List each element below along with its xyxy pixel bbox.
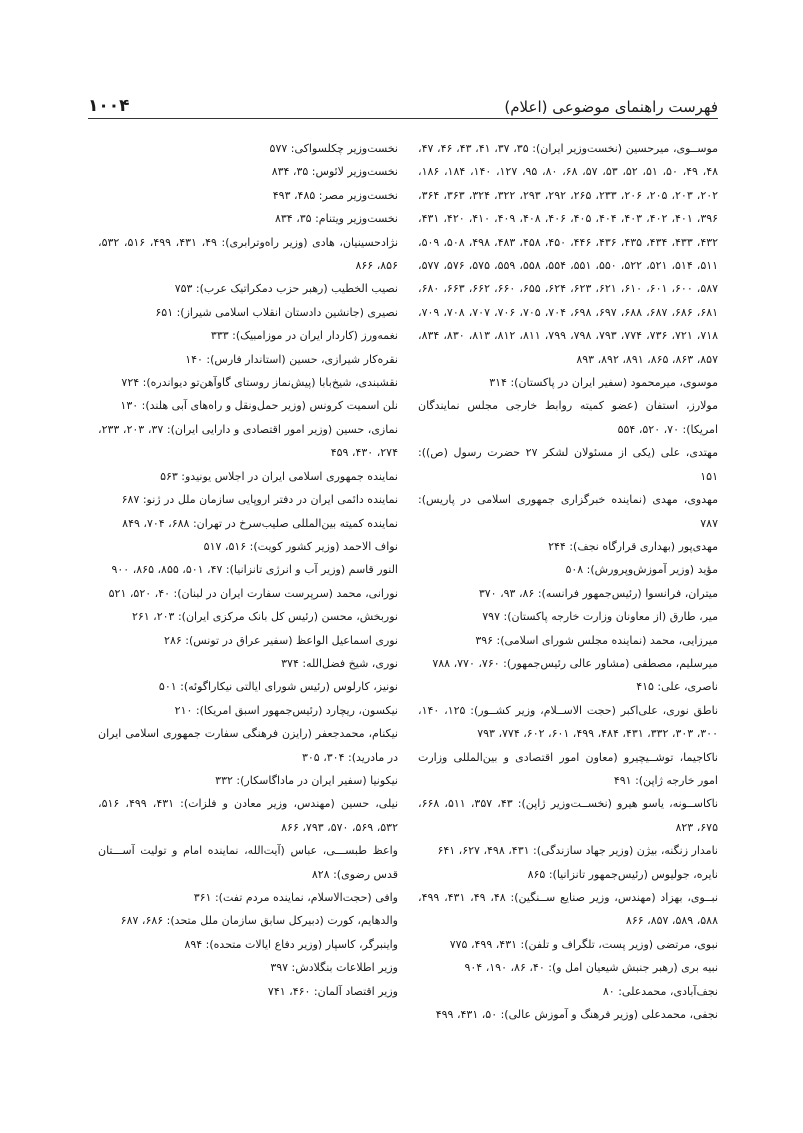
page-header [88, 86, 718, 116]
index-entry: نخست‌وزیر مصر: ۴۸۵، ۴۹۳ [272, 188, 398, 202]
index-entry: وزیر اطلاعات بنگلادش: ۳۹۷ [270, 961, 398, 975]
index-entry: نیکسون، ریچارد (رئیس‌جمهور اسبق امریکا): ۲۱۰ [174, 703, 398, 717]
index-column-left [98, 137, 398, 1003]
index-entry: نژادحسینیان، هادی (وزیر راه‌وترابری): ۴۹، ۴۳۱، ۴۹۹، ۵۱۶، ۵۳۲، ۸۵۶، ۸۶۶ [98, 235, 399, 273]
index-entry: نصیری (جانشین دادستان انقلاب اسلامی شیراز): ۶۵۱ [155, 305, 398, 319]
index-entry: واینبرگر، کاسپار (وزیر دفاع ایالات متحده): ۸۹۴ [184, 937, 398, 951]
index-entry: نیکونیا (سفیر ایران در ماداگاسکار): ۳۳۲ [215, 773, 398, 787]
index-entry: نیکنام، محمدجعفر (رایزن فرهنگی سفارت جمهوری اسلامی ایران در مادرید): ۳۰۴، ۳۰۵ [98, 727, 398, 764]
index-entry: موسوی، میرمحمود (سفیر ایران در پاکستان): ۳۱۴ [489, 376, 718, 390]
index-entry: میر، طارق (از معاونان وزارت خارجه پاکستان): ۷۹۷ [482, 610, 718, 624]
page-number: ۱۰۰۴ [88, 96, 130, 116]
index-entry: موســوی، میرحسین (نخست‌وزیر ایران): ۳۵، ۳۷، ۴۱، ۴۳، ۴۶، ۴۷، ۴۸، ۴۹، ۵۰، ۵۱، ۵۲، ۵۳، ۵۷، ۶۸، ۸۰، ۹۵، ۱۲۷، ۱۴۰، ۱۸۴، ۱۸۶، ۲۰۲، ۲۰۳، ۲۰۵، ۲۰۶، ۲۳۳، ۲۶۵، ۲۹۲، ۲۹۳، ۳۲۲، ۳۲۴، ۳۶۳، ۳۶۴، ۳۹۶، ۴۰۱، ۴۰۲، ۴۰۳، ۴۰۴، ۴۰۵، ۴۰۶، ۴۰۸، ۴۰۹، ۴۱۰، ۴۲۰، ۴۳۱، ۴۳۲، ۴۳۳، ۴۳۴، ۴۳۵، ۴۳۶، ۴۴۶، ۴۵۰، ۴۵۸، ۴۸۳، ۴۹۸، ۵۰۸، ۵۰۹، ۵۱۱، ۵۱۴، ۵۲۱، ۵۲۲، ۵۵۰، ۵۵۱، ۵۵۴، ۵۵۸، ۵۵۹، ۵۷۵، ۵۷۶، ۵۷۷، ۵۸۷، ۶۰۰، ۶۰۱، ۶۱۰، ۶۲۱، ۶۲۳، ۶۲۴، ۶۵۵، ۶۶۰، ۶۶۲، ۶۶۳، ۶۸۰، ۶۸۱، ۶۸۶، ۶۸۷، ۶۸۸، ۶۹۷، ۶۹۸، ۷۰۴، ۷۰۵، ۷۰۶، ۷۰۷، ۷۰۸، ۷۰۹، ۷۱۸، ۷۲۱، ۷۳۶، ۷۷۴، ۷۹۳، ۷۹۸، ۷۹۹، ۸۱۱، ۸۱۲، ۸۱۳، ۸۳۰، ۸۳۴، ۸۵۷، ۸۶۳، ۸۶۵، ۸۹۱، ۸۹۲، ۸۹۳ [418, 142, 719, 366]
index-entry: نلن اسمیت کرونس (وزیر حمل‌ونقل و راه‌های آبی هلند): ۱۳۰ [120, 399, 398, 413]
index-entry: نغمه‌ورز (کاردار ایران در موزامبیک): ۳۳۳ [210, 329, 398, 343]
index-entry: نایره، جولیوس (رئیس‌جمهور تانزانیا): ۸۶۵ [527, 867, 718, 881]
page-title: فهرست راهنمای موضوعی (اعلام) [504, 98, 718, 116]
index-entry: مهدوی، مهدی (نماینده خبرگزاری جمهوری اسلامی در پاریس): ۷۸۷ [418, 493, 718, 530]
index-entry: نقره‌کار شیرازی، حسین (استاندار فارس): ۱۴۰ [185, 352, 398, 366]
index-column-right [418, 137, 718, 1026]
index-entry: واعظ طبســـی، عباس (آیت‌الله، نماینده امام و تولیت آســـتان قدس رضوی): ۸۲۸ [98, 844, 398, 881]
index-entry: نماینده جمهوری اسلامی ایران در اجلاس یونیدو: ۵۶۳ [160, 469, 398, 483]
index-entry: میتران، فرانسوا (رئیس‌جمهور فرانسه): ۸۶، ۹۳، ۳۷۰ [478, 586, 718, 600]
index-entry: نمازی، حسین (وزیر امور اقتصادی و دارایی ایران): ۳۷، ۲۰۳، ۲۳۳، ۲۷۴، ۴۳۰، ۴۵۹ [98, 422, 399, 460]
index-entry: مولارز، استفان (عضو کمیته روابط خارجی مجلس نمایندگان امریکا): ۷۰، ۵۲۰، ۵۵۴ [418, 399, 718, 436]
index-entry: نصیب الخطیب (رهبر حزب دمکراتیک عرب): ۷۵۳ [174, 282, 398, 296]
index-entry: نخست‌وزیر ویتنام: ۳۵، ۸۳۴ [274, 212, 398, 226]
index-entry: مؤید (وزیر آموزش‌وپرورش): ۵۰۸ [565, 563, 718, 577]
index-entry: نوری اسماعیل الواعظ (سفیر عراق در تونس): ۲۸۶ [164, 633, 398, 647]
index-entry: نبوی، مرتضی (وزیر پست، تلگراف و تلفن): ۴۳۱، ۴۹۹، ۷۷۵ [449, 937, 718, 951]
index-entry: نجف‌آبادی، محمدعلی: ۸۰ [602, 984, 718, 998]
index-entry: والدهایم، کورت (دبیرکل سابق سازمان ملل متحد): ۶۸۶، ۶۸۷ [120, 914, 398, 928]
index-entry: نخست‌وزیر لائوس: ۳۵، ۸۳۴ [271, 165, 398, 179]
index-entry: نونیز، کارلوس (رئیس شورای ایالتی نیکاراگوئه): ۵۰۱ [158, 680, 398, 694]
index-entry: نقشبندی، شیخ‌بابا (پیش‌نماز روستای گاوآهن‌تو دیواندره): ۷۲۴ [121, 376, 398, 390]
index-entry: نماینده کمیته بین‌المللی صلیب‌سرخ در تهران: ۶۸۸، ۷۰۴، ۸۴۹ [122, 516, 398, 530]
header-divider [88, 118, 718, 119]
index-entry: نجفی، محمدعلی (وزیر فرهنگ و آموزش عالی): ۵۰، ۴۳۱، ۴۹۹ [435, 1008, 718, 1022]
index-entry: وزیر اقتصاد آلمان: ۴۶۰، ۷۴۱ [267, 984, 398, 998]
index-entry: نبیه بری (رهبر جنبش شیعیان امل و): ۴۰، ۸۶، ۱۹۰، ۹۰۴ [464, 961, 718, 975]
index-entry: نورانی، محمد (سرپرست سفارت ایران در لبنان): ۴۰، ۵۲۰، ۵۲۱ [108, 586, 398, 600]
index-entry: مهتدی، علی (یکی از مسئولان لشکر ۲۷ حضرت رسول (ص)): ۱۵۱ [418, 446, 718, 483]
index-entry: النور قاسم (وزیر آب و انرژی تانزانیا): ۴۷، ۵۰۱، ۸۵۵، ۸۶۵، ۹۰۰ [111, 563, 398, 577]
index-entry: میرزایی، محمد (نماینده مجلس شورای اسلامی): ۳۹۶ [475, 633, 718, 647]
index-entry: میرسلیم، مصطفی (مشاور عالی رئیس‌جمهور): ۷۶۰، ۷۷۰، ۷۸۸ [432, 656, 718, 670]
index-entry: نماینده دائمی ایران در دفتر اروپایی سازمان ملل در ژنو: ۶۸۷ [121, 493, 398, 507]
index-entry: نخست‌وزیر چکلسواکی: ۵۷۷ [269, 142, 398, 155]
index-entry: نوربخش، محسن (رئیس کل بانک مرکزی ایران): ۲۰۳، ۲۶۱ [131, 610, 398, 624]
index-entry: وافی (حجت‌الاسلام، نماینده مردم تفت): ۳۶۱ [193, 891, 398, 904]
index-entry: مهدی‌پور (بهداری قرارگاه نجف): ۲۴۴ [548, 539, 718, 553]
index-entry: نامدار زنگنه، بیژن (وزیر جهاد سازندگی): ۴۳۱، ۴۹۸، ۶۲۷، ۶۴۱ [437, 844, 718, 858]
index-entry: ناصری، علی: ۴۱۵ [636, 680, 718, 694]
index-entry: ناکاجیما، توشــیچیرو (معاون امور اقتصادی و بین‌المللی وزارت امور خارجه ژاپن): ۴۹۱ [418, 750, 718, 787]
index-entry: نواف الاحمد (وزیر کشور کویت): ۵۱۶، ۵۱۷ [203, 539, 398, 553]
index-entry: ناکاســونه، یاسو هیرو (نخســت‌وزیر ژاپن): ۴۳، ۳۵۷، ۵۱۱، ۶۶۸، ۶۷۵، ۸۲۳ [418, 797, 719, 834]
index-entry: نوری، شیخ فضل‌الله: ۳۷۴ [281, 656, 398, 670]
index-entry: ناطق نوری، علی‌اکبر (حجت الاســلام، وزیر کشــور): ۱۲۵، ۱۴۰، ۳۰۰، ۳۰۳، ۳۳۲، ۴۳۱، ۴۸۴، ۴۹۹، ۶۰۱، ۶۰۲، ۷۷۴، ۷۹۳ [418, 703, 719, 741]
index-entry: نیلی، حسین (مهندس، وزیر معادن و فلزات): ۴۳۱، ۴۹۹، ۵۱۶، ۵۳۲، ۵۶۹، ۵۷۰، ۷۹۳، ۸۶۶ [98, 797, 398, 834]
index-entry: نبــوی، بهزاد (مهندس، وزیر صنایع ســنگین): ۴۸، ۴۹، ۴۳۱، ۴۹۹، ۵۸۸، ۵۸۹، ۸۵۷، ۸۶۶ [418, 891, 719, 928]
